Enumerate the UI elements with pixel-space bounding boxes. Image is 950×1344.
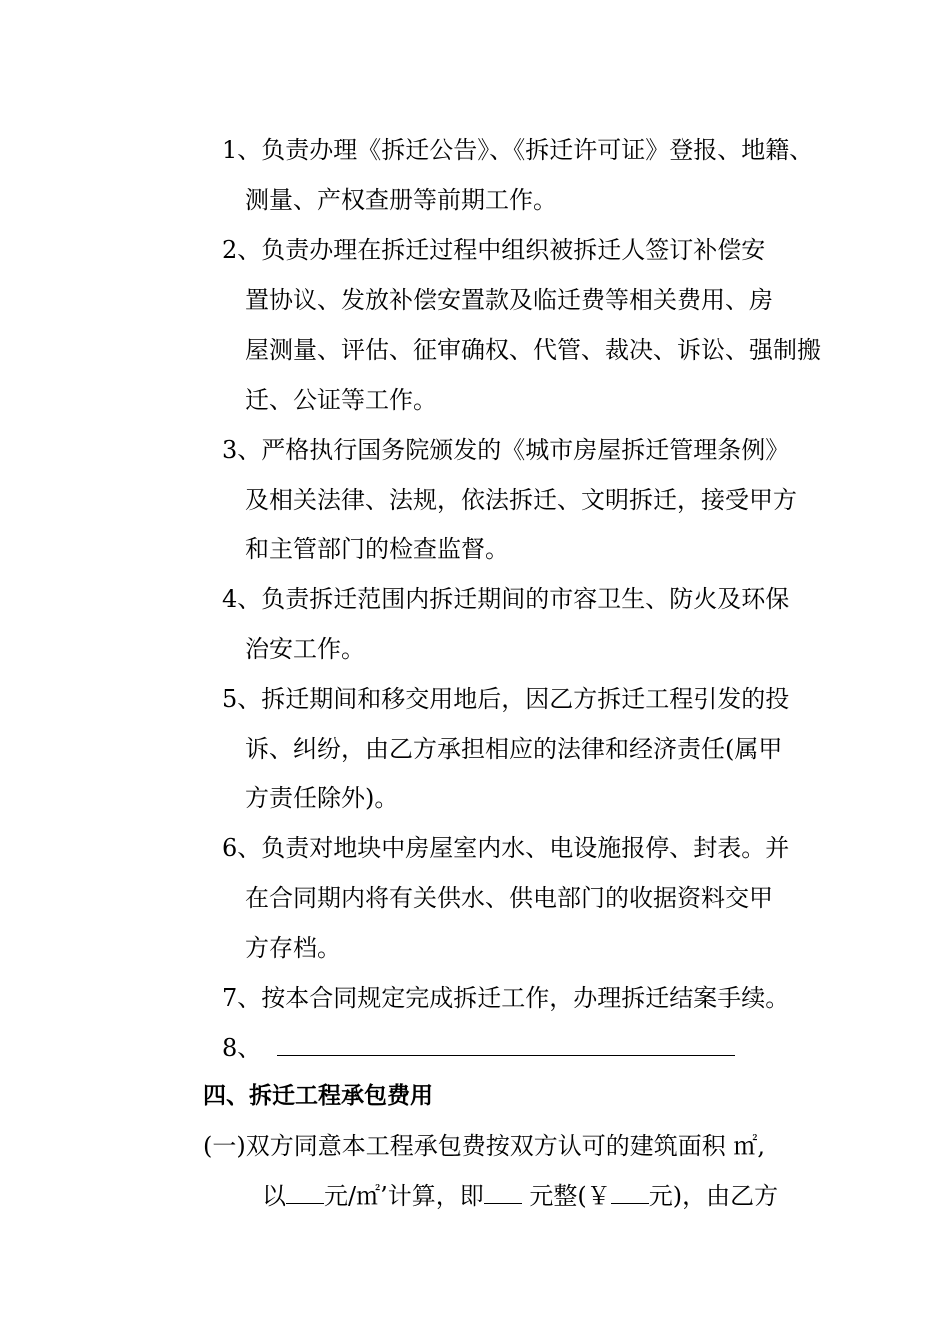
item-4-line-1: 4、负责拆迁范围内拆迁期间的市容卫生、防火及环保 [222, 585, 790, 613]
item-5-line-3: 方责任除外)。 [245, 784, 399, 812]
clause-1-part-4: 元)，由乙方 [648, 1182, 779, 1210]
item-7-line-1: 7、按本合同规定完成拆迁工作，办理拆迁结案手续。 [222, 984, 790, 1012]
item-8-label: 8、 [222, 1034, 262, 1062]
amount-figure-blank [611, 1181, 649, 1204]
item-2-line-4: 迁、公证等工作。 [245, 386, 437, 414]
item-1-line-1: 1、负责办理《拆迁公告》、《拆迁许可证》登报、地籍、 [222, 136, 814, 164]
item-3-line-3: 和主管部门的检查监督。 [245, 535, 509, 563]
section-heading: 四、拆迁工程承包费用 [203, 1083, 433, 1109]
total-amount-blank [484, 1181, 522, 1204]
item-5-line-1: 5、拆迁期间和移交用地后，因乙方拆迁工程引发的投 [222, 685, 790, 713]
clause-1-part-2: 元/㎡’计算，即 [324, 1182, 484, 1210]
item-2-line-2: 置协议、发放补偿安置款及临迁费等相关费用、房 [245, 286, 773, 314]
clause-1-part-3: 元整(￥ [521, 1182, 611, 1210]
clause-1-line-1: (一)双方同意本工程承包费按双方认可的建筑面积 ㎡, [203, 1132, 765, 1160]
item-2-line-1: 2、负责办理在拆迁过程中组织被拆迁人签订补偿安 [222, 236, 766, 264]
clause-1-part-1: 以 [262, 1182, 286, 1210]
item-5-line-2: 诉、纠纷，由乙方承担相应的法律和经济责任(属甲 [245, 735, 783, 763]
item-8-line [222, 1032, 735, 1064]
item-6-line-3: 方存档。 [245, 934, 341, 962]
item-6-line-2: 在合同期内将有关供水、供电部门的收据资料交甲 [245, 884, 773, 912]
item-4-line-2: 治安工作。 [245, 635, 365, 663]
clause-1-line-2 [262, 1180, 778, 1212]
item-2-line-3: 屋测量、评估、征审确权、代管、裁决、诉讼、强制搬 [245, 336, 821, 364]
item-8-blank [277, 1033, 735, 1056]
item-6-line-1: 6、负责对地块中房屋室内水、电设施报停、封表。并 [222, 834, 790, 862]
item-3-line-1: 3、严格执行国务院颁发的《城市房屋拆迁管理条例》 [222, 436, 790, 464]
item-1-line-2: 测量、产权查册等前期工作。 [245, 186, 557, 214]
unit-price-blank [286, 1181, 324, 1204]
item-3-line-2: 及相关法律、法规，依法拆迁、文明拆迁，接受甲方 [245, 486, 797, 514]
